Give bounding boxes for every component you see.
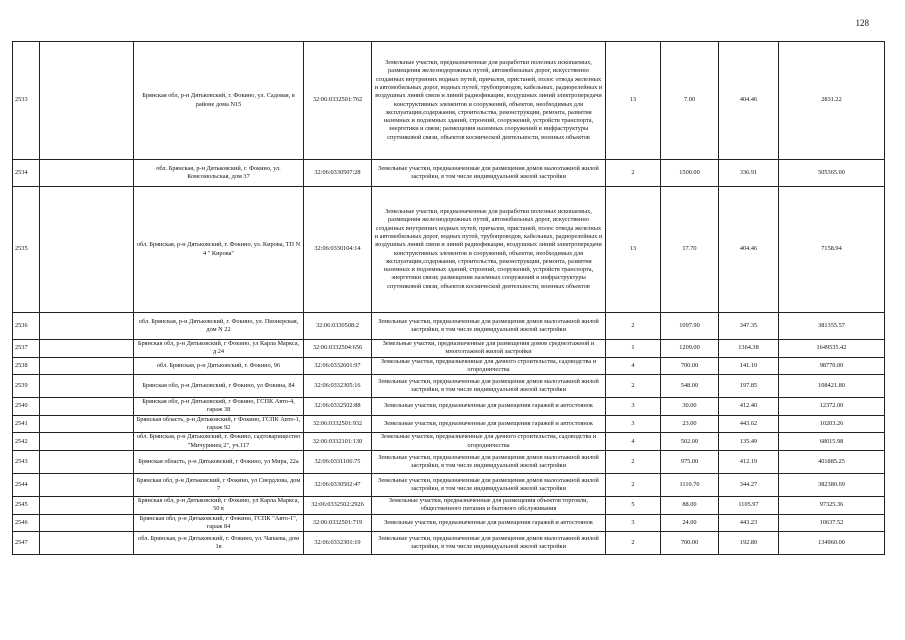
land-use-cell: Земельные участки, предназначенные для размещения домов малоэтажной жилой застройки, в том числе индивидуальной жилой застройки [372, 450, 606, 473]
group-number-cell: 2 [606, 375, 661, 398]
cadastral-number-cell: 32:06:0332305:16 [304, 375, 372, 398]
land-use-cell: Земельные участки, предназначенные для размещения гаражей и автостоянок [372, 415, 606, 433]
address-cell: обл. Брянская, р-н Дятьковский, г. Фокино, ул. Чапаева, дом 1в [134, 532, 304, 555]
address-cell: Брянская обл, р-н Дятьковский, г. Фокино, ул. Садовая, в районе дома N15 [134, 42, 304, 160]
table-row [13, 42, 885, 160]
cadastral-number-cell: 32:06:0331106:75 [304, 450, 372, 473]
row-number: 2546 [13, 514, 40, 532]
specific-value-cell: 135.49 [719, 433, 779, 451]
land-use-cell: Земельные участки, предназначенные для размещения объектов торговли, общественного питания и бытового обслуживания [372, 496, 606, 514]
group-number-cell: 2 [606, 532, 661, 555]
area-cell: 502.00 [661, 433, 719, 451]
land-use-cell: Земельные участки, предназначенные для разработки полезных ископаемых, размещения железнодорожных путей, автомобильных дорог, искусственно созданных внутренних водных путей, причалов, пристаней, полос отвода железных и автомобильных дорог, водных путей, трубопроводов, кабельных, радиорелейных и воздушных линий связи и линий радиофикации, воздушных линий электропередачи конструктивных элементов и сооружений, объектов, необходимых для эксплуатации,содержания, строительства, реконструкции, ремонта, развития наземных и подземных зданий, строений, сооружений, устройств транспорта, энергетики и связи; размещения наземных сооружений и инфраструктуры спутниковой связи, объектов космической деятельности, военных объектов [372, 42, 606, 160]
cadastral-value-cell: 10637.52 [779, 514, 885, 532]
land-use-cell: Земельные участки, предназначенные для размещения домов малоэтажной жилой застройки, в том числе индивидуальной жилой застройки [372, 375, 606, 398]
group-number-cell: 4 [606, 433, 661, 451]
address-cell: Брянская область, р-н Дятьковский, г Фокино, ГСПК Авто-1, гараж 92 [134, 415, 304, 433]
row-number: 2540 [13, 398, 40, 416]
blank-cell [40, 375, 134, 398]
group-number-cell: 2 [606, 313, 661, 340]
table-row [13, 514, 885, 532]
table-row [13, 340, 885, 358]
table-row [13, 433, 885, 451]
group-number-cell: 2 [606, 473, 661, 496]
group-number-cell: 4 [606, 357, 661, 375]
area-cell: 17.70 [661, 187, 719, 313]
cadastral-value-cell: 134960.00 [779, 532, 885, 555]
page-number: 128 [855, 18, 869, 28]
area-cell: 7.00 [661, 42, 719, 160]
cadastral-number-cell: 32:06:0332501:932 [304, 415, 372, 433]
table-row [13, 473, 885, 496]
address-cell: Брянская обл, р-н Дятьковский, г Фокино, ГСПК "Авто-1", гараж 84 [134, 514, 304, 532]
specific-value-cell: 443.23 [719, 514, 779, 532]
cadastral-value-cell: 12372.00 [779, 398, 885, 416]
table-row [13, 398, 885, 416]
specific-value-cell: 347.35 [719, 313, 779, 340]
specific-value-cell: 404.46 [719, 187, 779, 313]
specific-value-cell: 404.46 [719, 42, 779, 160]
area-cell: 548.00 [661, 375, 719, 398]
cadastral-value-cell: 1649535.42 [779, 340, 885, 358]
cadastral-value-cell: 97325.36 [779, 496, 885, 514]
cadastral-value-cell: 98770.00 [779, 357, 885, 375]
address-cell: Брянская обл, р-н Дятьковский, г Фокино, ул Карла Маркса, д 24 [134, 340, 304, 358]
row-number: 2541 [13, 415, 40, 433]
area-cell: 88.00 [661, 496, 719, 514]
cadastral-number-cell: 32:06:0332504:656 [304, 340, 372, 358]
land-use-cell: Земельные участки, предназначенные для размещения домов малоэтажной жилой застройки, в том числе индивидуальной жилой застройки [372, 473, 606, 496]
row-number: 2545 [13, 496, 40, 514]
specific-value-cell: 141.10 [719, 357, 779, 375]
group-number-cell: 5 [606, 496, 661, 514]
row-number: 2542 [13, 433, 40, 451]
blank-cell [40, 415, 134, 433]
blank-cell [40, 532, 134, 555]
area-cell: 1097.90 [661, 313, 719, 340]
specific-value-cell: 192.80 [719, 532, 779, 555]
cadastral-value-cell: 108421.80 [779, 375, 885, 398]
cadastral-number-cell: 32:06:0332601:97 [304, 357, 372, 375]
address-cell: Брянская обл, р-н Дятьковский, г Фокино, ул Свердлова, дом 7 [134, 473, 304, 496]
cadastral-value-cell: 401885.25 [779, 450, 885, 473]
row-number: 2536 [13, 313, 40, 340]
address-cell: Брянская область, р-н Дятьковский, г Фокино, ул Мира, 22а [134, 450, 304, 473]
group-number-cell: 1 [606, 340, 661, 358]
address-cell: Брянская обл, р-н Дятьковский, г Фокино, ГСПК Авто-4, гараж 38 [134, 398, 304, 416]
specific-value-cell: 197.85 [719, 375, 779, 398]
specific-value-cell: 1364.38 [719, 340, 779, 358]
row-number: 2544 [13, 473, 40, 496]
cadastral-number-cell: 32:06:0330104:14 [304, 187, 372, 313]
table-row [13, 375, 885, 398]
area-cell: 1209.00 [661, 340, 719, 358]
area-cell: 30.00 [661, 398, 719, 416]
cadastral-value-cell: 68015.98 [779, 433, 885, 451]
blank-cell [40, 187, 134, 313]
table-row [13, 187, 885, 313]
land-use-cell: Земельные участки, предназначенные для размещения домов среднеэтажной и многоэтажной жилой застройки [372, 340, 606, 358]
area-cell: 23.00 [661, 415, 719, 433]
group-number-cell: 13 [606, 187, 661, 313]
address-cell: обл. Брянская, р-н Дятьковский, г. Фокино, ул. Кирова, ТП N 4 " Кирова" [134, 187, 304, 313]
blank-cell [40, 313, 134, 340]
cadastral-number-cell: 32:06:0332502:88 [304, 398, 372, 416]
table-row [13, 160, 885, 187]
row-number: 2547 [13, 532, 40, 555]
area-cell: 1110.70 [661, 473, 719, 496]
cadastral-value-cell: 381355.57 [779, 313, 885, 340]
area-cell: 1500.00 [661, 160, 719, 187]
cadastral-number-cell: 32:06:0332301:19 [304, 532, 372, 555]
specific-value-cell: 412.19 [719, 450, 779, 473]
address-cell: обл. Брянская, р-н Дятьковский, г. Фокино, ул. Комсомольская, дом 37 [134, 160, 304, 187]
specific-value-cell: 344.27 [719, 473, 779, 496]
blank-cell [40, 496, 134, 514]
cadastral-value-cell: 2831.22 [779, 42, 885, 160]
address-cell: Брянская обл, р-н Дятьковский, г Фокино, ул Карла Маркса, 50 в [134, 496, 304, 514]
row-number: 2535 [13, 187, 40, 313]
cadastral-number-cell: 32:06:0332501:762 [304, 42, 372, 160]
cadastral-value-table [12, 41, 885, 555]
cadastral-number-cell: 32:06:0332502:2926 [304, 496, 372, 514]
land-use-cell: Земельные участки, предназначенные для размещения домов малоэтажной жилой застройки, в том числе индивидуальной жилой застройки [372, 313, 606, 340]
group-number-cell: 3 [606, 514, 661, 532]
group-number-cell: 2 [606, 160, 661, 187]
cadastral-number-cell: 32:06:0332101:130 [304, 433, 372, 451]
table-row [13, 532, 885, 555]
specific-value-cell: 1105.97 [719, 496, 779, 514]
row-number: 2538 [13, 357, 40, 375]
blank-cell [40, 42, 134, 160]
cadastral-value-cell: 505365.00 [779, 160, 885, 187]
cadastral-number-cell: 32:06:0330508:2 [304, 313, 372, 340]
table-row [13, 357, 885, 375]
blank-cell [40, 514, 134, 532]
land-use-cell: Земельные участки, предназначенные для размещения гаражей и автостоянок [372, 398, 606, 416]
address-cell: обл. Брянская, р-н Дятьковский, г. Фокино, 96 [134, 357, 304, 375]
group-number-cell: 3 [606, 415, 661, 433]
row-number: 2534 [13, 160, 40, 187]
land-use-cell: Земельные участки, предназначенные для размещения гаражей и автостоянок [372, 514, 606, 532]
address-cell: обл. Брянская, р-н Дятьковский, г. Фокино, садтоварищество "Мичуринец 2", уч.117 [134, 433, 304, 451]
land-use-cell: Земельные участки, предназначенные для дачного строительства, садоводства и огородничества [372, 433, 606, 451]
row-number: 2537 [13, 340, 40, 358]
area-cell: 975.00 [661, 450, 719, 473]
cadastral-number-cell: 32:06:0332501:719 [304, 514, 372, 532]
blank-cell [40, 473, 134, 496]
cadastral-number-cell: 32:06:0330502:47 [304, 473, 372, 496]
blank-cell [40, 398, 134, 416]
cadastral-value-cell: 382380.69 [779, 473, 885, 496]
blank-cell [40, 160, 134, 187]
address-cell: обл. Брянская, р-н Дятьковский, г. Фокино, ул. Пионерская, дом N 22 [134, 313, 304, 340]
blank-cell [40, 357, 134, 375]
land-use-cell: Земельные участки, предназначенные для размещения домов малоэтажной жилой застройки, в том числе индивидуальной жилой застройки [372, 160, 606, 187]
row-number: 2543 [13, 450, 40, 473]
specific-value-cell: 336.91 [719, 160, 779, 187]
area-cell: 24.00 [661, 514, 719, 532]
land-use-cell: Земельные участки, предназначенные для дачного строительства, садоводства и огородничества [372, 357, 606, 375]
address-cell: Брянская обл, р-н Дятьковский, г Фокино, ул Фокина, 84 [134, 375, 304, 398]
blank-cell [40, 433, 134, 451]
table-row [13, 415, 885, 433]
row-number: 2539 [13, 375, 40, 398]
land-use-cell: Земельные участки, предназначенные для разработки полезных ископаемых, размещения железнодорожных путей, автомобильных дорог, искусственно созданных внутренних водных путей, причалов, пристаней, полос отвода железных и автомобильных дорог, водных путей, трубопроводов, кабельных, радиорелейных и воздушных линий связи и линий радиофикации, воздушных линий электропередачи конструктивных элементов и сооружений, объектов, необходимых для эксплуатации,содержания, строительства, реконструкции, ремонта, развития наземных и подземных зданий, строений, сооружений, устройств транспорта, энергетики связи; размещения наземных сооружений и инфраструктуры спутниковой связи, объектов космической деятельности, военных объектов [372, 187, 606, 313]
area-cell: 700.00 [661, 532, 719, 555]
table-row [13, 450, 885, 473]
table-row [13, 313, 885, 340]
group-number-cell: 2 [606, 450, 661, 473]
cadastral-value-cell: 10203.26 [779, 415, 885, 433]
blank-cell [40, 340, 134, 358]
table-row [13, 496, 885, 514]
specific-value-cell: 412.40 [719, 398, 779, 416]
row-number: 2533 [13, 42, 40, 160]
blank-cell [40, 450, 134, 473]
land-use-cell: Земельные участки, предназначенные для размещения домов малоэтажной жилой застройки, в том числе индивидуальной жилой застройки [372, 532, 606, 555]
group-number-cell: 13 [606, 42, 661, 160]
group-number-cell: 3 [606, 398, 661, 416]
cadastral-value-cell: 7158.94 [779, 187, 885, 313]
area-cell: 700.00 [661, 357, 719, 375]
cadastral-number-cell: 32:06:0330507:28 [304, 160, 372, 187]
specific-value-cell: 443.62 [719, 415, 779, 433]
